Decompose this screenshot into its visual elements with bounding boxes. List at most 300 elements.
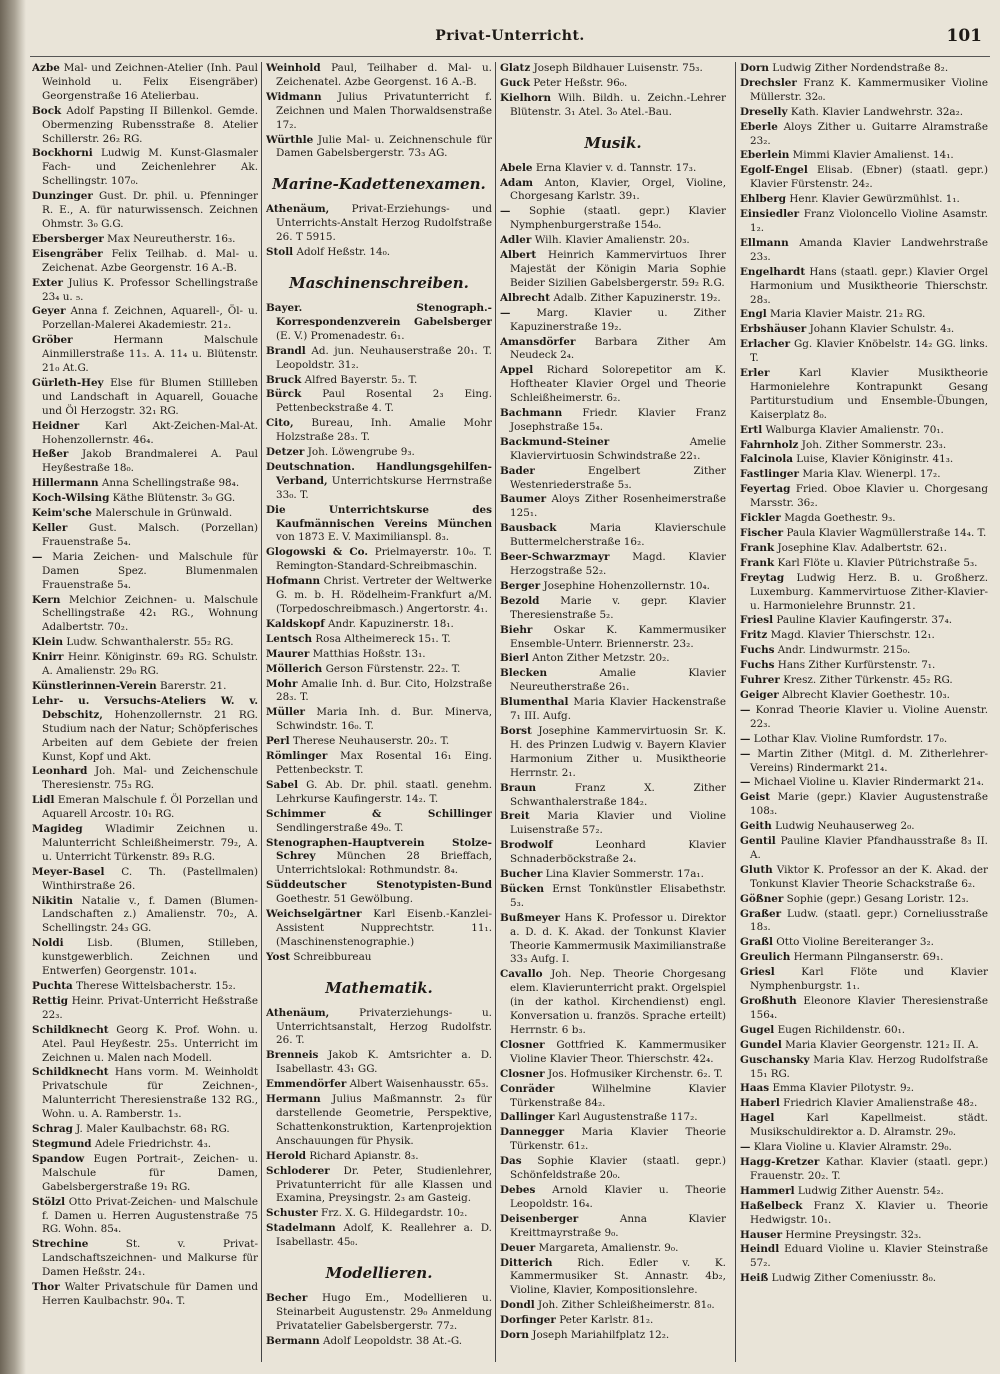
column-divider bbox=[735, 62, 736, 1362]
directory-entry bbox=[500, 292, 726, 306]
entry-details: Gust. Dr. phil. u. Pfenninger R. E., A. für naturwissensch. Zeichnen Ohmstr. 3₀ G.G. bbox=[42, 190, 258, 230]
directory-entry bbox=[740, 1200, 988, 1228]
entry-name: Heßer bbox=[32, 448, 69, 461]
directory-entry bbox=[740, 323, 988, 337]
entry-name: — bbox=[740, 1141, 751, 1154]
entry-details: Jakob K. Amtsrichter a. D. Isabellastr. 43₁ GG. bbox=[276, 1049, 492, 1076]
entry-details: Fried. Oboe Klavier u. Chorgesang Marsstr. 36₂. bbox=[750, 483, 988, 510]
entry-name: Ditterich bbox=[500, 1256, 553, 1269]
entry-name: Haas bbox=[740, 1082, 770, 1095]
column-1 bbox=[32, 62, 258, 1362]
directory-entry bbox=[740, 1243, 988, 1271]
directory-entry bbox=[266, 735, 492, 749]
entry-name: Bermann bbox=[266, 1334, 320, 1347]
entry-name: — bbox=[740, 732, 751, 745]
page-header bbox=[30, 28, 990, 52]
entry-details: Ludw. Schwanthalerstr. 55₂ RG. bbox=[66, 636, 234, 649]
entry-name: Deuer bbox=[500, 1241, 536, 1254]
entry-name: Dreselly bbox=[740, 105, 788, 118]
entry-details: Mimmi Klavier Amalienst. 14₁. bbox=[792, 149, 954, 162]
entry-details: Malerschule in Grünwald. bbox=[95, 507, 233, 520]
entry-name: Großhuth bbox=[740, 995, 797, 1007]
entry-name: Gröber bbox=[32, 334, 73, 347]
directory-entry bbox=[32, 1123, 258, 1137]
directory-entry bbox=[740, 208, 988, 236]
directory-entry bbox=[740, 733, 988, 747]
directory-entry bbox=[266, 1207, 492, 1221]
directory-entry bbox=[740, 557, 988, 571]
directory-entry bbox=[266, 62, 492, 90]
entry-details: von 1873 E. V. Maximilianspl. 8₃. bbox=[276, 531, 450, 544]
directory-entry bbox=[266, 951, 492, 965]
entry-name: Schuster bbox=[266, 1207, 318, 1220]
entry-details: Rosa Altheimereck 15₁. T. bbox=[315, 632, 451, 645]
entry-details: Michael Violine u. Klavier Rindermarkt 21₄. bbox=[753, 776, 985, 789]
directory-entry bbox=[266, 1078, 492, 1092]
entry-details: Ad. jun. Neuhauserstraße 20₁. T. Leopoldstr. 31₂. bbox=[276, 344, 492, 371]
directory-entry bbox=[32, 695, 258, 765]
entry-details: (E. V.) Promenadestr. 6₁. bbox=[276, 329, 405, 342]
entry-name: Closner bbox=[500, 1067, 545, 1080]
entry-details: Anton Zither Metzstr. 20₂. bbox=[532, 652, 670, 665]
entry-name: Fuchs bbox=[740, 644, 775, 657]
entry-details: Alfred Bayerstr. 5₂. T. bbox=[304, 373, 418, 386]
entry-name: Bader bbox=[500, 464, 535, 477]
directory-entry bbox=[32, 1281, 258, 1309]
directory-entry bbox=[500, 1329, 726, 1343]
entry-name: Eberlein bbox=[740, 149, 790, 162]
entry-details: Paul Rosental 2₃ Eing. Pettenbeckstraße 4. T. bbox=[276, 388, 492, 415]
directory-entry bbox=[266, 779, 492, 807]
directory-entry bbox=[740, 1039, 988, 1053]
directory-entry bbox=[500, 307, 726, 335]
entry-details: Wilh. Bildh. u. Zeichn.-Lehrer Blütenstr. 3₁ Atel. 3₀ Atel.-Bau. bbox=[510, 91, 726, 118]
entry-details: Julie Mal- u. Zeichnenschule für Damen Gabelsbergerstr. 73₃ AG. bbox=[276, 133, 492, 160]
entry-details: Ludwig Neuhauserweg 2₀. bbox=[775, 820, 915, 833]
entry-name: Noldi bbox=[32, 937, 64, 950]
entry-name: Drechsler bbox=[740, 76, 797, 89]
entry-details: Karl Kapellmeist. städt. Musikschuldirektor a. D. Alramstr. 29₀. bbox=[750, 1112, 988, 1139]
entry-details: Maria Klav. Wienerpl. 17₂. bbox=[802, 468, 941, 481]
entry-details: C. Th. (Pastellmalen) Winthirstraße 26. bbox=[42, 865, 258, 892]
entry-name: Gugel bbox=[740, 1023, 775, 1036]
directory-entry bbox=[740, 468, 988, 482]
directory-entry bbox=[266, 808, 492, 836]
entry-details: Matthias Hoßstr. 13₁. bbox=[312, 647, 426, 660]
directory-entry bbox=[740, 966, 988, 994]
entry-details: Rich. Edler v. K. Kammermusiker St. Annastr. 4b₂, Violine, Klavier, Kompositionslehre. bbox=[510, 1256, 726, 1297]
entry-details: Schreibbureau bbox=[293, 950, 372, 963]
directory-entry bbox=[266, 91, 492, 133]
directory-entry bbox=[740, 748, 988, 776]
entry-details: Therese Neuhauserstr. 20₂. T. bbox=[292, 735, 450, 748]
directory-entry bbox=[740, 439, 988, 453]
entry-details: J. Maler Kaulbachstr. 68₁ RG. bbox=[76, 1123, 230, 1136]
entry-details: Wilhelmine Klavier Türkenstraße 84₂. bbox=[510, 1082, 726, 1109]
entry-details: Josephine Hohenzollernstr. 10₄. bbox=[543, 579, 710, 592]
entry-name: Heidner bbox=[32, 419, 80, 432]
entry-details: Barerstr. 21. bbox=[160, 679, 227, 692]
directory-entry bbox=[266, 1292, 492, 1334]
directory-entry bbox=[32, 1066, 258, 1122]
entry-details: Pauline Klavier Kaufingerstr. 37₄. bbox=[776, 614, 953, 627]
entry-details: Gust. Malsch. (Porzellan) Frauenstraße 5₄. bbox=[42, 522, 258, 548]
entry-name: Abele bbox=[500, 161, 533, 174]
directory-entry bbox=[32, 448, 258, 476]
entry-name: Das bbox=[500, 1155, 522, 1168]
entry-name: Haberl bbox=[740, 1097, 780, 1110]
entry-name: Blecken bbox=[500, 667, 548, 680]
directory-entry bbox=[266, 1335, 492, 1349]
entry-name: Schloderer bbox=[266, 1164, 330, 1177]
directory-entry bbox=[266, 648, 492, 662]
entry-details: Hans K. Professor u. Direktor a. D. d. K. Akad. der Tonkunst Klavier Theorie Kammermusik Maximilianstraße 33₃ Aufg. I. bbox=[510, 911, 726, 966]
directory-entry bbox=[500, 580, 726, 594]
entry-name: Weinhold bbox=[266, 62, 321, 74]
directory-entry bbox=[32, 190, 258, 232]
entry-details: Felix Teilhab. d. Mal- u. Zeichenat. Azbe Georgenstr. 16 A.-B. bbox=[42, 247, 258, 274]
directory-entry bbox=[500, 1184, 726, 1212]
entry-details: Heinrich Kammervirtuos Ihrer Majestät der Königin Maria Sophie Beider Sizilien Gabelsbergerstr. 59₂ R.G. bbox=[510, 249, 726, 289]
entry-name: Baumer bbox=[500, 493, 547, 506]
directory-entry bbox=[500, 551, 726, 579]
entry-details: Sophie (staatl. gepr.) Klavier Nymphenburgerstraße 154₀. bbox=[510, 205, 726, 232]
directory-entry bbox=[32, 248, 258, 276]
entry-name: Stadelmann bbox=[266, 1222, 336, 1235]
entry-details: Joseph Mariahilfplatz 12₂. bbox=[532, 1329, 670, 1342]
entry-details: Joh. Zither Schleißheimerstr. 81₀. bbox=[538, 1299, 715, 1312]
directory-entry bbox=[500, 1039, 726, 1067]
entry-details: Richard Apianstr. 8₃. bbox=[309, 1149, 419, 1162]
entry-name: Knirr bbox=[32, 651, 64, 664]
entry-details: Joh. Mal- und Zeichenschule Theresienstr. 75₃ RG. bbox=[42, 765, 258, 792]
entry-name: Hagel bbox=[740, 1112, 775, 1125]
entry-details: Andr. Kapuzinerstr. 18₁. bbox=[328, 617, 454, 630]
directory-entry bbox=[266, 678, 492, 706]
directory-entry bbox=[32, 765, 258, 793]
entry-name: Fastlinger bbox=[740, 468, 799, 481]
entry-details: Albrecht Klavier Goethestr. 10₃. bbox=[782, 688, 950, 701]
entry-name: Brenneis bbox=[266, 1049, 319, 1062]
entry-name: Perl bbox=[266, 735, 290, 748]
entry-details: Gerson Fürstenstr. 22₂. T. bbox=[325, 662, 461, 675]
directory-entry bbox=[266, 618, 492, 632]
column-3 bbox=[500, 62, 726, 1362]
entry-details: Magd. Klavier Thierschstr. 12₁. bbox=[770, 629, 935, 642]
directory-entry bbox=[266, 750, 492, 778]
directory-entry bbox=[740, 193, 988, 207]
entry-name: Magideg bbox=[32, 823, 83, 836]
entry-name: Puchta bbox=[32, 980, 73, 992]
directory-entry bbox=[266, 633, 492, 647]
entry-name: Beer-Schwarzmayr bbox=[500, 551, 610, 564]
entry-name: Lentsch bbox=[266, 632, 313, 645]
entry-details: Richard Solorepetitor am K. Hoftheater Klavier Orgel und Theorie Schleißheimerstr. 6₂. bbox=[510, 364, 726, 405]
entry-name: Eberle bbox=[740, 120, 778, 133]
entry-details: Elisab. (Ebner) (staatl. gepr.) Klavier Fürstenstr. 24₂. bbox=[750, 164, 988, 191]
entry-name: Fuhrer bbox=[740, 674, 780, 687]
directory-entry bbox=[32, 680, 258, 694]
directory-entry bbox=[740, 106, 988, 120]
column-divider bbox=[261, 62, 262, 1362]
entry-name: Glatz bbox=[500, 62, 531, 74]
directory-entry bbox=[500, 782, 726, 810]
directory-entry bbox=[32, 594, 258, 636]
entry-name: Widmann bbox=[266, 90, 322, 103]
entry-details: Joh. Nep. Theorie Chorgesang elem. Klavierunterricht prakt. Orgelspiel (in der kathol. Kirchendienst) engl. Konversation u. französ. Sprache erteilt) Herrnstr. 6 b₃. bbox=[510, 968, 726, 1036]
entry-details: Magda Goethestr. 9₃. bbox=[784, 512, 896, 525]
entry-name: Dannegger bbox=[500, 1126, 565, 1139]
entry-name: Greulich bbox=[740, 951, 791, 964]
entry-details: Maria Klavier Hackenstraße 7₁ III. Aufg. bbox=[510, 696, 726, 723]
entry-name: Cavallo bbox=[500, 968, 543, 981]
entry-details: Eduard Violine u. Klavier Steinstraße 57₂. bbox=[750, 1243, 988, 1270]
directory-entry bbox=[266, 575, 492, 617]
directory-entry bbox=[266, 1165, 492, 1207]
entry-details: Adolf Leopoldstr. 38 At.-G. bbox=[323, 1334, 463, 1347]
directory-entry bbox=[740, 704, 988, 732]
directory-entry bbox=[740, 791, 988, 819]
directory-entry bbox=[266, 417, 492, 445]
entry-details: Franz X. Zither Schwanthalerstraße 184₂. bbox=[510, 781, 726, 808]
entry-details: Kathar. Klavier (staatl. gepr.) Frauenstr. 20₂. T. bbox=[750, 1155, 988, 1182]
column-divider bbox=[495, 62, 496, 1362]
entry-details: Maria Klav. Herzog Rudolfstraße 15₁ RG. bbox=[750, 1053, 988, 1080]
entry-name: Gluth bbox=[740, 863, 773, 876]
entry-name: Hillermann bbox=[32, 477, 99, 490]
entry-name: Bock bbox=[32, 104, 62, 117]
directory-entry bbox=[740, 1097, 988, 1111]
entry-details: Kresz. Zither Türkenstr. 45₂ RG. bbox=[783, 674, 953, 687]
directory-entry bbox=[740, 266, 988, 308]
entry-details: Prielmayerstr. 10₀. T. Remington-Standard-Schreibmaschin. bbox=[276, 546, 492, 573]
entry-name: Guschansky bbox=[740, 1053, 810, 1066]
entry-name: Dorn bbox=[740, 62, 769, 74]
entry-name: Hagg-Kretzer bbox=[740, 1155, 820, 1168]
directory-entry bbox=[740, 1112, 988, 1140]
entry-name: — bbox=[32, 550, 43, 563]
entry-name: Schrag bbox=[32, 1123, 73, 1136]
entry-name: Bruck bbox=[266, 373, 302, 386]
entry-details: Ludwig Herz. B. u. Großherz. Luxemburg. Kammervirtuose Zither-Klavier- u. Harmonielehre Brunnstr. 21. bbox=[750, 571, 988, 612]
directory-entry bbox=[500, 1257, 726, 1299]
entry-details: Paul, Teilhaber d. Mal- u. Zeichenatel. Azbe Georgenst. 16 A.-B. bbox=[276, 62, 492, 88]
entry-details: Karl Augustenstraße 117₂. bbox=[557, 1111, 698, 1124]
entry-details: Luise, Klavier Königinstr. 41₃. bbox=[796, 453, 954, 466]
entry-name: Dunzinger bbox=[32, 190, 93, 203]
page-title: Privat-Unterricht. bbox=[435, 28, 585, 44]
entry-details: Magd. Klavier Herzogstraße 52₂. bbox=[510, 551, 726, 577]
entry-name: Heindl bbox=[740, 1243, 780, 1256]
directory-entry bbox=[266, 1222, 492, 1250]
directory-entry bbox=[740, 542, 988, 556]
column-4 bbox=[740, 62, 988, 1362]
directory-entry bbox=[32, 277, 258, 305]
entry-name: Mohr bbox=[266, 677, 298, 690]
entry-name: Geist bbox=[740, 791, 771, 804]
entry-name: Blumenthal bbox=[500, 696, 569, 709]
entry-details: Martin Zither (Mitgl. d. M. Zitherlehrer-Vereins) Rindermarkt 21₄. bbox=[750, 747, 988, 774]
directory-entry bbox=[500, 624, 726, 652]
entry-name: Frank bbox=[740, 541, 775, 554]
directory-entry bbox=[500, 696, 726, 724]
directory-entry bbox=[740, 121, 988, 149]
directory-entry bbox=[740, 367, 988, 423]
directory-entry bbox=[32, 823, 258, 865]
entry-details: München 28 Brieffach, Unterrichtslokal: Rothmundstr. 8₄. bbox=[276, 850, 492, 877]
entry-name: Bezold bbox=[500, 594, 540, 607]
entry-details: Aloys Zither Rosenheimerstraße 125₁. bbox=[510, 493, 726, 520]
directory-entry bbox=[740, 62, 988, 76]
entry-details: Maria Inh. d. Bur. Minerva, Schwindstr. 16₀. T. bbox=[276, 706, 492, 733]
entry-details: Therese Wittelsbacherstr. 15₂. bbox=[76, 980, 236, 992]
entry-name: Bachmann bbox=[500, 407, 563, 420]
entry-details: Maria Zeichen- und Malschule für Damen Spez. Blumenmalen Frauenstraße 5₄. bbox=[42, 550, 258, 591]
entry-name: Kern bbox=[32, 593, 61, 606]
entry-name: Biehr bbox=[500, 623, 533, 636]
entry-details: Sophie Klavier (staatl. gepr.) Schönfeldstraße 20₀. bbox=[510, 1155, 726, 1182]
directory-entry bbox=[740, 864, 988, 892]
entry-details: Engelbert Zither Westenriederstraße 5₃. bbox=[510, 464, 726, 491]
entry-name: Möllerich bbox=[266, 662, 323, 675]
entry-details: Joseph Bildhauer Luisenstr. 75₃. bbox=[533, 62, 703, 74]
entry-details: Frz. X. G. Hildegardstr. 10₂. bbox=[321, 1207, 468, 1220]
entry-name: — bbox=[740, 776, 751, 789]
directory-entry bbox=[740, 893, 988, 907]
entry-details: Walter Privatschule für Damen und Herren Kaulbachstr. 90₄. T. bbox=[42, 1281, 258, 1307]
entry-name: Gentil bbox=[740, 835, 776, 848]
directory-entry bbox=[266, 134, 492, 162]
directory-entry bbox=[266, 203, 492, 245]
directory-entry bbox=[740, 629, 988, 643]
directory-entry bbox=[740, 453, 988, 467]
entry-details: Konrad Theorie Klavier u. Violine Auenstr. 22₃. bbox=[750, 703, 988, 730]
directory-entry bbox=[32, 1138, 258, 1152]
entry-name: Gößner bbox=[740, 892, 784, 905]
directory-entry bbox=[266, 1049, 492, 1077]
entry-name: Graßl bbox=[740, 936, 773, 949]
directory-entry bbox=[500, 234, 726, 248]
entry-name: Fickler bbox=[740, 512, 781, 525]
entry-details: Hans Zither Kurfürstenstr. 7₁. bbox=[777, 659, 936, 672]
directory-entry bbox=[32, 636, 258, 650]
entry-details: Franz K. Kammermusiker Violine Müllerstr. 32₀. bbox=[750, 76, 988, 103]
entry-details: Goethestr. 51 Gewölbung. bbox=[276, 893, 414, 906]
directory-entry bbox=[740, 512, 988, 526]
directory-entry bbox=[266, 837, 492, 879]
entry-name: Cito, bbox=[266, 417, 294, 430]
entry-details: Arnold Klavier u. Theorie Leopoldstr. 16₄. bbox=[510, 1183, 726, 1210]
entry-details: Josephine Klav. Adalbertstr. 62₁. bbox=[777, 541, 947, 554]
entry-details: Marg. Klavier u. Zither Kapuzinerstraße 19₂. bbox=[510, 306, 726, 333]
directory-entry bbox=[500, 725, 726, 781]
directory-entry bbox=[500, 92, 726, 120]
directory-entry bbox=[266, 879, 492, 907]
entry-details: Kath. Klavier Landwehrstr. 32a₂. bbox=[790, 105, 964, 118]
entry-details: Emma Klavier Pilotystr. 9₂. bbox=[772, 1082, 915, 1095]
entry-details: Lothar Klav. Violine Rumfordstr. 17₀. bbox=[753, 732, 948, 745]
entry-details: Adolf, K. Reallehrer a. D. Isabellastr. 45₀. bbox=[276, 1222, 492, 1249]
directory-entry bbox=[32, 995, 258, 1023]
section-heading: Marine-Kadettenexamen. bbox=[272, 175, 486, 194]
entry-details: Joh. Zither Sommerstr. 23₃. bbox=[801, 438, 947, 451]
section-heading: Maschinenschreiben. bbox=[289, 273, 469, 292]
directory-entry bbox=[266, 1007, 492, 1049]
directory-entry bbox=[266, 461, 492, 503]
entry-name: Engelhardt bbox=[740, 265, 806, 278]
entry-details: Adolf Papsting II Billenkol. Gemde. Obermenzing Rubensstraße 8. Atelier Schillerstr. 26₂ RG. bbox=[42, 104, 258, 145]
entry-details: Henr. Klavier Gewürzmühlst. 1₁. bbox=[789, 193, 960, 206]
directory-entry bbox=[740, 572, 988, 614]
entry-name: Ertl bbox=[740, 423, 763, 436]
directory-entry bbox=[740, 936, 988, 950]
directory-entry bbox=[500, 1299, 726, 1313]
entry-name: Frank bbox=[740, 556, 775, 569]
entry-name: Freytag bbox=[740, 571, 785, 584]
entry-name: Backmund-Steiner bbox=[500, 435, 610, 448]
entry-name: Thor bbox=[32, 1281, 60, 1294]
entry-details: Adolf Heßstr. 14₀. bbox=[296, 246, 391, 259]
entry-name: Adam bbox=[500, 176, 534, 189]
entry-name: Griesl bbox=[740, 966, 775, 979]
entry-name: Schimmer & Schillinger bbox=[266, 807, 492, 820]
entry-name: Heiß bbox=[740, 1272, 769, 1285]
entry-name: Klein bbox=[32, 636, 64, 649]
entry-name: Keller bbox=[32, 522, 68, 534]
entry-details: Wilh. Klavier Amalienstr. 20₃. bbox=[534, 234, 690, 247]
directory-entry bbox=[32, 866, 258, 894]
entry-name: Weichselgärtner bbox=[266, 908, 362, 921]
entry-name: Meyer-Basel bbox=[32, 865, 105, 878]
entry-details: Viktor K. Professor an der K. Akad. der Tonkunst Klavier Theorie Schackstraße 6₂. bbox=[750, 863, 988, 890]
entry-name: Bußmeyer bbox=[500, 911, 560, 924]
entry-name: Dorfinger bbox=[500, 1314, 556, 1327]
directory-entry bbox=[740, 483, 988, 511]
entry-name: Debes bbox=[500, 1183, 536, 1196]
entry-name: — bbox=[500, 306, 511, 319]
directory-entry bbox=[266, 246, 492, 260]
entry-details: St. v. Privat-Landschaftszeichnen- und Malkurse für Damen Heßstr. 24₁. bbox=[42, 1238, 258, 1279]
directory-entry bbox=[740, 1082, 988, 1096]
directory-entry bbox=[740, 995, 988, 1023]
entry-name: Borst bbox=[500, 724, 532, 737]
entry-details: Erna Klavier v. d. Tannstr. 17₃. bbox=[535, 161, 697, 174]
entry-name: — bbox=[740, 703, 751, 716]
entry-details: Karl Flöte u. Klavier Pütrichstraße 5₃. bbox=[777, 556, 978, 569]
directory-entry bbox=[266, 302, 492, 344]
entry-name: Stegmund bbox=[32, 1137, 92, 1150]
entry-details: Gottfried K. Kammermusiker Violine Klavier Theor. Thierschstr. 42₄. bbox=[510, 1038, 726, 1065]
entry-name: Breit bbox=[500, 810, 530, 823]
entry-name: Ehlberg bbox=[740, 193, 787, 206]
entry-details: Amelie Klaviervirtuosin Schwindstraße 22₁. bbox=[510, 435, 726, 462]
entry-details: Otto Privat-Zeichen- und Malschule f. Damen u. Herren Augustenstraße 75 RG. Wohn. 85₄. bbox=[42, 1195, 258, 1236]
directory-entry bbox=[500, 1314, 726, 1328]
directory-entry bbox=[500, 407, 726, 435]
section-heading: Mathematik. bbox=[325, 978, 433, 997]
entry-details: Adalb. Zither Kapuzinerstr. 19₂. bbox=[553, 291, 721, 304]
entry-name: Guck bbox=[500, 76, 530, 89]
entry-name: Adler bbox=[500, 234, 532, 247]
directory-entry bbox=[500, 336, 726, 364]
entry-details: Andr. Lindwurmstr. 215₀. bbox=[777, 644, 911, 657]
entry-details: Else für Blumen Stillleben und Landschaft in Aquarell, Gouache und Öl Herzogstr. 32₁ RG. bbox=[42, 376, 258, 417]
entry-details: Jos. Hofmusiker Kirchenstr. 6₂. T. bbox=[547, 1067, 723, 1080]
entry-name: Fahrnholz bbox=[740, 438, 799, 451]
section-heading: Modellieren. bbox=[325, 1264, 433, 1283]
entry-name: Feyertag bbox=[740, 483, 791, 496]
entry-details: Margareta, Amalienstr. 9₀. bbox=[538, 1241, 679, 1254]
